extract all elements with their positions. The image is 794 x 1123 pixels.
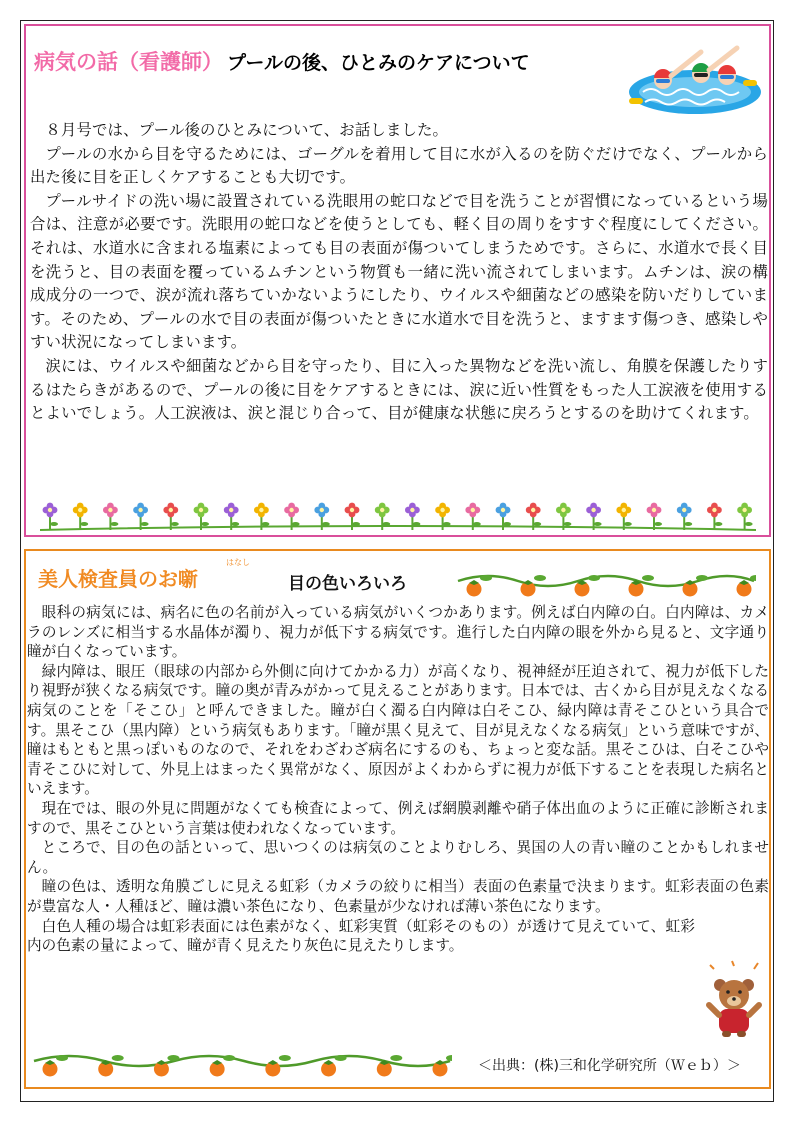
flower-icon xyxy=(103,503,118,530)
flower-icon xyxy=(737,503,752,530)
eye-color-section xyxy=(24,549,771,1089)
section2-tag: 美人検査員のお噺 xyxy=(38,567,198,591)
persimmon-vine-icon xyxy=(32,1049,452,1079)
section2-heading: 目の色いろいろ xyxy=(288,574,407,594)
nurse-health-section xyxy=(24,24,771,537)
paragraph: 緑内障は、眼圧（眼球の内部から外側に向けてかかる力）が高くなり、視神経が圧迫されて、視力が低下したり視野が狭くなる病気です。瞳の奥が青みがかって見えることがあります。日本では、古くから目が見えなくなる病気のことを「そこひ」と呼んできました。瞳が白く濁る白内障は白そこひ、緑内障は青そこひという具合です。黒そこひ（黒内障）という病気もあります。「瞳が黒く見えて、目が見えなくなる病気」という意味ですが、瞳はもともと黒っぽいものなので、それをわざわざ病名にするのも、ちょっと変な話。黒そこひは、白そこひや青そこひに対して、外見上はまったく異常がなく、原因がよくわからずに視力が低下することを表現した病名といえます。 xyxy=(27,662,769,798)
section1-heading: プールの後、ひとみのケアについて xyxy=(227,52,530,74)
persimmon-icon xyxy=(210,1055,236,1077)
paragraph: ８月号では、プール後のひとみについて、お話しました。 xyxy=(45,121,449,139)
paragraph: 白色人種の場合は虹彩表面には色素がなく、虹彩実質（虹彩そのもの）が透けて見えていて、虹彩内の色素の量によって、瞳が青く見えたり灰色に見えたりします。 xyxy=(27,917,695,955)
flower-icon xyxy=(73,503,88,530)
section2-body xyxy=(27,603,769,956)
flower-icon xyxy=(616,503,631,530)
persimmon-icon xyxy=(433,1055,453,1077)
ruby-annotation: はなし xyxy=(226,558,250,567)
persimmon-vine-icon xyxy=(456,569,756,599)
flower-icon xyxy=(707,503,722,530)
flower-icon xyxy=(586,503,601,530)
flower-icon xyxy=(133,503,148,530)
paragraph: プールサイドの洗い場に設置されている洗眼用の蛇口などで目を洗うことが習慣になっているという場合は、注意が必要です。洗眼用の蛇口などを使うとしても、軽く目の周りをすすぐ程度にしてください。それは、水道水に含まれる塩素によっても目の表面が傷ついてしまうためです。さらに、水道水で長く目を洗うと、目の表面を覆っているムチンという物質も一緒に洗い流されてしまいます。ムチンは、涙の構成成分の一つで、涙が流れ落ちていかないようにしたり、ウイルスや細菌などの感染を防いだりしています。そのため、プールの水で目の表面が傷ついたときに水道水で目を洗うと、ますます傷つき、感染しやすい状況になってしまいます。 xyxy=(30,191,768,352)
flower-icon xyxy=(194,503,209,530)
swimmers-illustration xyxy=(623,40,763,118)
paragraph: 瞳の色は、透明な角膜ごしに見える虹彩（カメラの絞りに相当）表面の色素量で決まります。虹彩表面の色素が豊富な人・人種ほど、瞳は濃い茶色になり、色素量が少なければ薄い茶色になります。 xyxy=(27,878,769,915)
section1-tag: 病気の話（看護師） xyxy=(34,50,223,74)
flower-icon xyxy=(43,503,58,530)
paragraph: 涙には、ウイルスや細菌などから目を守ったり、目に入った異物などを洗い流し、角膜を保護したりするはたらきがあるので、プールの後に目をケアするときには、涙に近い性質をもった人工涙液を使用するとよいでしょう。人工涙液は、涙と混じり合って、目が健康な状態に戻ろうとするのを助けてくれます。 xyxy=(30,356,768,423)
persimmon-icon xyxy=(377,1055,403,1077)
source-citation: ＜出典：(株)三和化学研究所（Ｗｅｂ）＞ xyxy=(478,1058,741,1074)
flower-icon xyxy=(647,503,662,530)
section2-tag-wrap xyxy=(38,558,250,592)
paragraph: プールの水から目を守るためには、ゴーグルを着用して目に水が入るのを防ぐだけでなく、プールから出た後に目を正しくケアすることも大切です。 xyxy=(30,144,768,187)
persimmon-icon xyxy=(154,1055,180,1077)
paragraph: ところで、目の色の話といって、思いつくのは病気のことよりむしろ、異国の人の青い瞳のことかもしれません。 xyxy=(27,839,769,876)
persimmon-icon xyxy=(683,575,709,597)
section1-body xyxy=(30,119,768,426)
paragraph: 眼科の病気には、病名に色の名前が入っている病気がいくつかあります。例えば白内障の白。白内障は、カメラのレンズに相当する水晶体が濁り、視力が低下する病気です。進行した白内障の眼を外から見ると、文字通り瞳が白くなっています。 xyxy=(27,604,769,661)
flower-icon xyxy=(163,503,178,530)
bear-icon xyxy=(702,959,766,1039)
section1-title xyxy=(34,46,530,76)
flower-icon xyxy=(677,503,692,530)
flower-border xyxy=(40,500,756,536)
paragraph: 現在では、眼の外見に問題がなくても検査によって、例えば網膜剥離や硝子体出血のように正確に診断されますので、黒そこひという言葉は使われなくなっています。 xyxy=(27,799,769,837)
